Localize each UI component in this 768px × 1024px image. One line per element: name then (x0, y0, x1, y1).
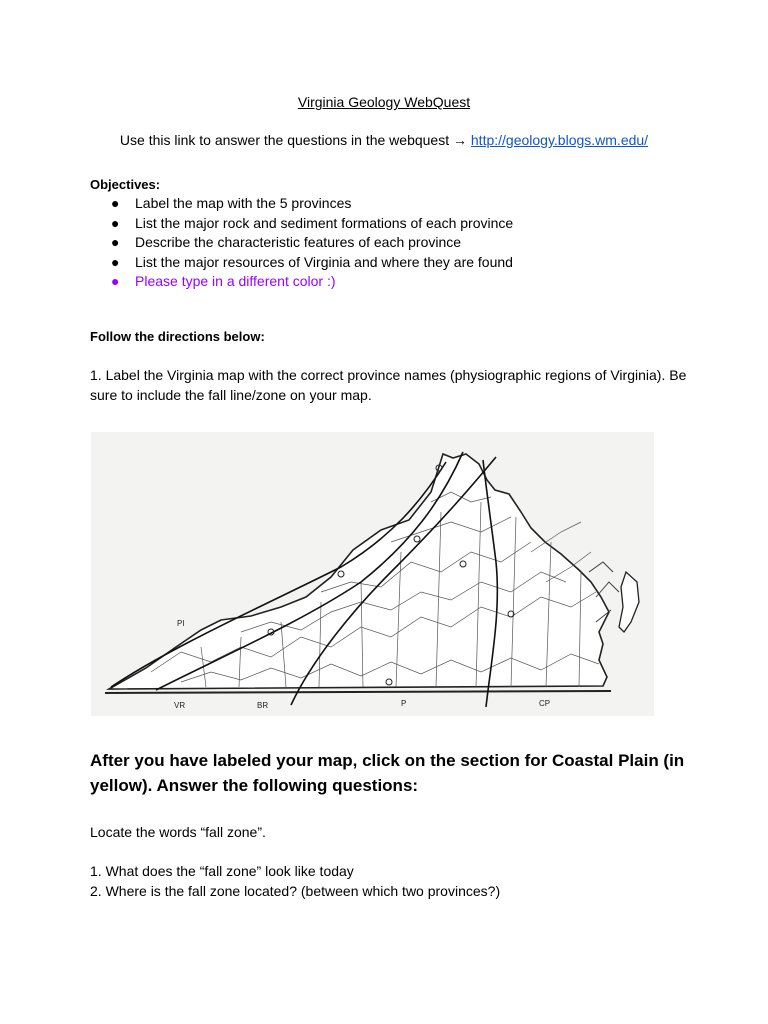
southern-border (105, 691, 611, 693)
directions-heading: Follow the directions below: (90, 329, 265, 344)
link-instruction (0, 132, 768, 148)
virginia-map-svg (91, 432, 654, 716)
question-2: 2. Where is the fall zone located? (between which two provinces?) (90, 883, 501, 899)
eastern-shore (619, 572, 639, 632)
bullet-icon: ● (111, 195, 120, 211)
page-title: Virginia Geology WebQuest (297, 94, 471, 110)
locate-instruction: Locate the words “fall zone”. (90, 824, 266, 840)
map-label-vr: VR (174, 701, 186, 710)
objective-item: ● List the major resources of Virginia and where they are found (90, 253, 513, 273)
geology-link[interactable]: http://geology.blogs.wm.edu/ (470, 132, 649, 148)
bullet-icon: ● (111, 253, 120, 270)
link-prefix-text: Use this link to answer the questions in the webquest → (119, 132, 471, 148)
question-1: 1. What does the “fall zone” look like today (90, 863, 354, 879)
map-label-cp: CP (539, 699, 551, 708)
objectives-heading: Objectives: (90, 177, 161, 192)
map-label-br: BR (257, 701, 269, 710)
bullet-icon: ● (111, 273, 120, 289)
objective-item: ● Describe the characteristic features of each province (90, 233, 513, 253)
bullet-icon: ● (111, 234, 120, 250)
objectives-list (90, 194, 513, 292)
coastal-plain-heading: After you have labeled your map, click on the section for Coastal Plain (in yellow). Answer the following questions: (90, 751, 685, 795)
objective-item: ● List the major rock and sediment formations of each province (90, 214, 513, 234)
virginia-map-image (91, 432, 654, 716)
step-1-instruction: 1. Label the Virginia map with the correct province names (physiographic regions of Virginia). Be sure to include the fall line/zone on your map. (90, 367, 687, 403)
objective-item: ● Label the map with the 5 provinces (90, 194, 513, 214)
virginia-outline (109, 454, 609, 689)
map-label-p: P (401, 699, 407, 708)
objective-item-color-note: ● Please type in a different color :) (90, 272, 513, 292)
map-label-pi: PI (177, 619, 185, 628)
bullet-icon: ● (111, 214, 120, 231)
